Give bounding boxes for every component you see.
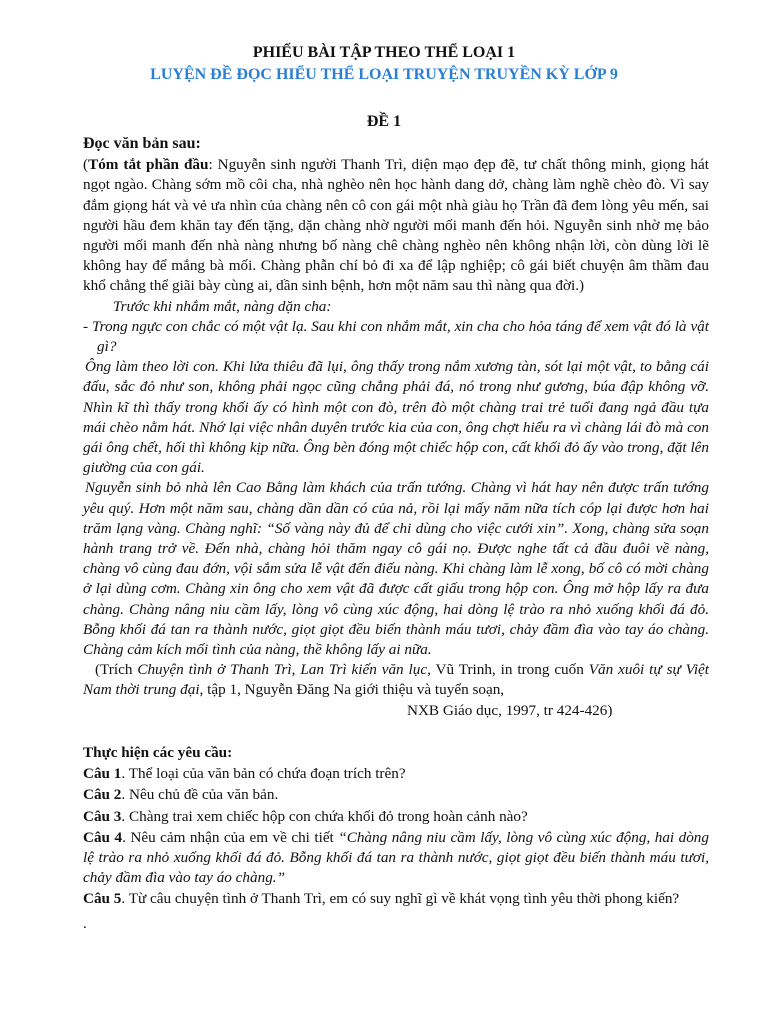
question-5-text: . Từ câu chuyện tình ở Thanh Trì, em có suy nghĩ gì về khát vọng tình yêu thời phong kiến?	[121, 890, 680, 908]
question-5-label: Câu 5	[83, 890, 122, 908]
worksheet-title: PHIẾU BÀI TẬP THEO THỂ LOẠI 1	[252, 44, 516, 61]
citation-collection-title: Lan Trì kiến văn lục	[300, 661, 428, 679]
question-3	[83, 807, 709, 827]
reading-heading: Đọc văn bản sau:	[83, 135, 201, 152]
question-4-label: Câu 4	[83, 828, 123, 846]
question-3-text: . Chàng trai xem chiếc hộp con chứa khối đỏ trong hoàn cảnh nào?	[121, 807, 528, 825]
citation-part: ,	[291, 661, 301, 679]
question-3-label: Câu 3	[83, 807, 122, 825]
question-1-label: Câu 1	[83, 765, 122, 783]
story-paragraph-4: Nguyễn sinh bỏ nhà lên Cao Bằng làm khách của trấn tướng. Chàng vì hát hay nên được trấn tướng yêu quý. Hơn một năm sau, chàng dần dần có của nả, rồi lại mấy năm nữa tích cóp lại được hơn hai trăm lạng vàng. Chàng nghĩ: “Số vàng này đủ để chi dùng cho việc cưới xin”. Xong, chàng sửa soạn hành trang trở về. Đến nhà, chàng hỏi thăm ngay cô gái nọ. Được nghe tất cả đầu đuôi về nàng, chàng vô cùng đau đớn, vội sắm sửa lễ vật đến điếu nàng. Khi chàng làm lễ xong, bố cô có mời chàng ở lại dùng cơm. Chàng xin ông cho xem vật đã được cất giấu trong hộp con. Ông mở hộp lấy ra đưa chàng. Chàng nâng niu cầm lấy, lòng vô cùng xúc động, hai dòng lệ trào ra nhỏ xuống khối đá đỏ. Bỗng khối đá tan ra thành nước, giọt giọt đều biến thành máu tươi, chảy đầm đìa vào tay áo chàng. Chàng cảm kích mối tình của nàng, thề không lấy ai nữa.	[83, 479, 709, 659]
question-1	[83, 764, 709, 784]
story-paragraph-3: Ông làm theo lời con. Khi lửa thiêu đã lụi, ông thấy trong nắm xương tàn, sót lại một vật, to bằng cái đấu, sắc đỏ như son, không phải ngọc cũng chẳng phải đá, nó trong như gương, búa đập không vỡ. Nhìn kĩ thì thấy trong khối ấy có hình một con đò, trên đò một chàng trai trẻ tuổi đang ngả đầu tựa mái chèo nằm hát. Nhớ lại việc nhân duyên trước kia của con, ông chợt hiểu ra vì chàng lái đò mà con gái ông chết, hối thì không kịp nữa. Ông bèn đóng một chiếc hộp con, cất khối đỏ ấy vào trong, đặt lên giường của con gái.	[83, 358, 709, 477]
trailing-dot: .	[83, 914, 87, 932]
story-paragraph-1: Trước khi nhắm mắt, nàng dặn cha:	[113, 297, 332, 315]
summary-text: : Nguyễn sinh người Thanh Trì, diện mạo đẹp đẽ, tư chất thông minh, giọng hát ngọt ngào. Chàng sớm mồ côi cha, nhà nghèo nên học hành dang dở, chàng làm nghề chèo đò. Vì say đắm giọng hát và vẻ ưa nhìn của chàng nên cô con gái một nhà giàu họ Trần đã đem lòng yêu mến, sai người hầu đem khăn tay đến tặng, dặn chàng nhờ người mối manh đến hỏi. Nguyễn sinh nhờ mẹ bảo người mối manh đến nhà nàng nhưng bố nàng chê chàng nghèo nên không nhận lời, còn dùng lời lẽ không hay để mắng bà mối. Chàng phẫn chí bỏ đi xa để lập nghiệp; cô gái biết chuyện âm thầm đau khổ chẳng thể giãi bày cùng ai, dần sinh bệnh, hơn một năm sau thì nàng qua đời.)	[83, 156, 709, 295]
citation-publisher: NXB Giáo dục, 1997, tr 424-426)	[407, 701, 613, 719]
citation-part: (Trích	[95, 661, 138, 679]
citation	[83, 660, 709, 700]
summary-label: Tóm tắt phần đầu	[88, 156, 209, 174]
citation-part: , Vũ Trinh, in trong cuốn	[427, 661, 589, 679]
citation-story-title: Chuyện tình ở Thanh Trì	[137, 661, 292, 679]
story-paragraph-2: - Trong ngực con chắc có một vật lạ. Sau khi con nhắm mắt, xin cha cho hỏa táng để xem vật đó là vật gì?	[83, 317, 709, 356]
summary-open-paren: (	[83, 156, 89, 174]
worksheet-body	[83, 134, 709, 934]
question-4-text: . Nêu cảm nhận của em về chi tiết	[122, 828, 339, 846]
question-5	[83, 889, 709, 909]
question-2-text: . Nêu chủ đề của văn bản.	[121, 786, 279, 804]
summary-paragraph	[83, 155, 709, 296]
question-2	[83, 785, 709, 805]
question-4-quote: “Chàng nâng niu cầm lấy, lòng vô cùng xúc động, hai dòng lệ trào ra nhỏ xuống khối đá đỏ. Bỗng khối đá tan ra thành nước, giọt giọt đều biến thành máu tươi, chảy đầm đìa vào tay áo chàng.”	[83, 828, 709, 887]
question-1-text: . Thể loại của văn bản có chứa đoạn trích trên?	[121, 765, 406, 783]
worksheet-subtitle: LUYỆN ĐỀ ĐỌC HIỂU THỂ LOẠI TRUYỆN TRUYỀN KỲ LỚP 9	[150, 66, 618, 83]
citation-part: , tập 1, Nguyễn Đăng Na giới thiệu và tuyển soạn,	[199, 681, 505, 699]
question-2-label: Câu 2	[83, 786, 122, 804]
exam-number: ĐỀ 1	[366, 113, 402, 130]
citation-book-title: Văn xuôi tự sự Việt Nam thời trung đại	[83, 661, 710, 699]
tasks-heading: Thực hiện các yêu cầu:	[83, 743, 233, 761]
question-4	[83, 828, 709, 889]
